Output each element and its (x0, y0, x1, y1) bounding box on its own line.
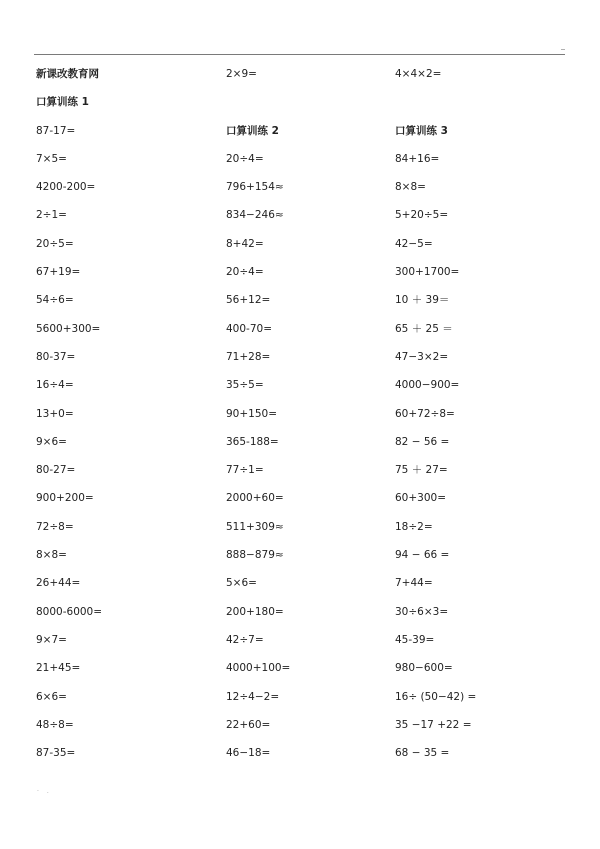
arithmetic-problem: 20÷4= (226, 152, 264, 165)
arithmetic-problem: 4000−900= (395, 379, 460, 392)
section-title: 口算训练 2 (226, 124, 279, 137)
arithmetic-problem: 71+28= (226, 350, 271, 363)
arithmetic-problem: 8+42= (226, 237, 264, 250)
arithmetic-problem: 87-17= (36, 124, 76, 137)
arithmetic-problem: 18÷2= (395, 520, 433, 533)
arithmetic-problem: 16÷4= (36, 379, 74, 392)
section-title: 新课改教育网 (36, 68, 99, 80)
arithmetic-problem: 7×5= (36, 152, 67, 165)
problem-column-3 (395, 64, 565, 771)
arithmetic-problem: 60+72÷8= (395, 407, 455, 420)
arithmetic-problem: 20÷5= (36, 237, 74, 250)
arithmetic-problem: 9×6= (36, 435, 67, 448)
arithmetic-problem: 35 −17 +22 = (395, 718, 472, 731)
arithmetic-problem: 16÷ (50−42) = (395, 690, 477, 703)
arithmetic-problem: 80-27= (36, 464, 76, 477)
section-title: 口算训练 3 (395, 124, 448, 137)
arithmetic-problem: 65 ＋ 25 ＝ (395, 322, 453, 335)
arithmetic-problem: 26+44= (36, 577, 81, 590)
arithmetic-problem: 5×6= (226, 577, 257, 590)
arithmetic-problem: 9×7= (36, 633, 67, 646)
arithmetic-problem: 2000+60= (226, 492, 284, 505)
arithmetic-problem: 56+12= (226, 294, 271, 307)
arithmetic-problem: 35÷5= (226, 379, 264, 392)
arithmetic-problem: 796+154≈ (226, 181, 284, 194)
arithmetic-problem: 900+200= (36, 492, 94, 505)
arithmetic-problem: 21+45= (36, 662, 81, 675)
header-rule (34, 54, 565, 55)
arithmetic-problem: 4200-200= (36, 181, 96, 194)
arithmetic-problem: 300+1700= (395, 266, 460, 279)
arithmetic-problem: 68 − 35 = (395, 747, 450, 760)
arithmetic-problem: 5+20÷5= (395, 209, 449, 222)
arithmetic-problem: 48÷8= (36, 718, 74, 731)
section-title: 口算训练 1 (36, 96, 89, 109)
arithmetic-problem: 8000-6000= (36, 605, 103, 618)
arithmetic-problem: 82 − 56 = (395, 435, 450, 448)
arithmetic-problem: 54÷6= (36, 294, 74, 307)
arithmetic-problem: 400-70= (226, 322, 272, 335)
arithmetic-problem: 45-39= (395, 633, 435, 646)
arithmetic-problem: 42−5= (395, 237, 433, 250)
arithmetic-problem: 75 ＋ 27= (395, 464, 448, 477)
arithmetic-problem: 77÷1= (226, 464, 264, 477)
arithmetic-problem: 980−600= (395, 662, 453, 675)
arithmetic-problem: 72÷8= (36, 520, 74, 533)
arithmetic-problem: 200+180= (226, 605, 284, 618)
arithmetic-problem: 46−18= (226, 747, 271, 760)
arithmetic-problem: 5600+300= (36, 322, 101, 335)
arithmetic-problem: 80-37= (36, 350, 76, 363)
arithmetic-problem: 20÷4= (226, 266, 264, 279)
arithmetic-problem: 365-188= (226, 435, 279, 448)
arithmetic-problem: 84+16= (395, 152, 440, 165)
footer-marks: · . (37, 788, 52, 795)
arithmetic-problem: 511+309≈ (226, 520, 284, 533)
arithmetic-problem: 13+0= (36, 407, 74, 420)
arithmetic-problem: 4000+100= (226, 662, 291, 675)
arithmetic-problem: 87-35= (36, 747, 76, 760)
arithmetic-problem: 67+19= (36, 266, 81, 279)
arithmetic-problem: 888−879≈ (226, 549, 284, 562)
problem-column-2 (226, 64, 396, 771)
arithmetic-problem: 2×9= (226, 68, 257, 80)
arithmetic-problem: 94 − 66 = (395, 549, 450, 562)
arithmetic-problem: 12÷4−2= (226, 690, 280, 703)
arithmetic-problem: 2÷1= (36, 209, 67, 222)
arithmetic-problem: 90+150= (226, 407, 277, 420)
arithmetic-problem: 22+60= (226, 718, 271, 731)
header-corner-mark (561, 49, 565, 50)
arithmetic-problem: 42÷7= (226, 633, 264, 646)
arithmetic-problem: 6×6= (36, 690, 67, 703)
arithmetic-problem: 47−3×2= (395, 350, 449, 363)
arithmetic-problem: 8×8= (36, 549, 67, 562)
arithmetic-problem: 10 ＋ 39＝ (395, 294, 450, 307)
arithmetic-problem: 7+44= (395, 577, 433, 590)
problem-column-1 (36, 64, 206, 771)
arithmetic-problem: 60+300= (395, 492, 446, 505)
arithmetic-problem: 30÷6×3= (395, 605, 449, 618)
arithmetic-problem: 4×4×2= (395, 68, 442, 80)
arithmetic-problem: 834−246≈ (226, 209, 284, 222)
arithmetic-problem: 8×8= (395, 181, 426, 194)
